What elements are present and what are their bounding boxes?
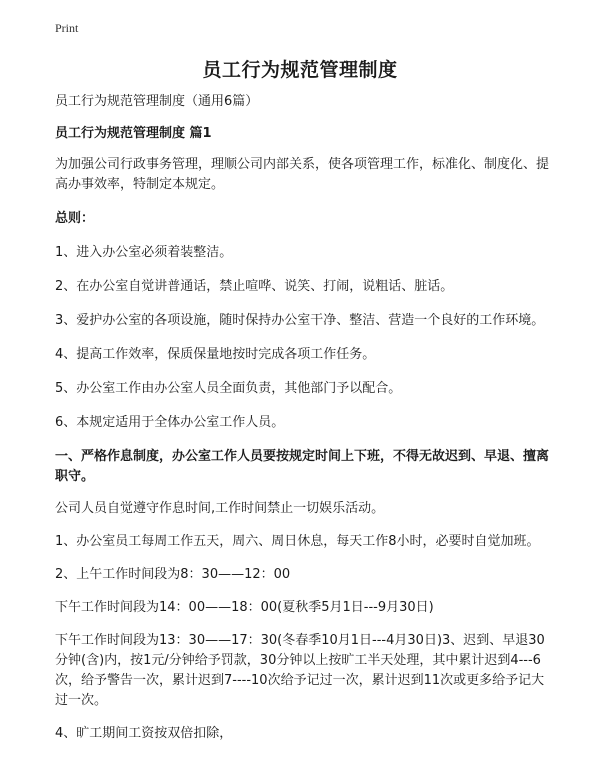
document-subtitle: 员工行为规范管理制度（通用6篇） xyxy=(55,94,259,109)
general-heading: 总则： xyxy=(55,211,95,226)
rule1-item: 下午工作时间段为13：30——17：30(冬春季10月1日---4月30日)3、迟到、早退30分钟(含)内，按1元/分钟给予罚款，30分钟以上按旷工半天处理，其中累计迟到4---6次，给予警告一次，累计迟到7----10次给予记过一次，累计迟到11次或更多给予记大过一次。 xyxy=(55,633,545,708)
document-body xyxy=(55,92,555,744)
general-item: 3、爱护办公室的各项设施，随时保持办公室干净、整洁、营造一个良好的工作环境。 xyxy=(55,313,545,328)
general-item: 2、在办公室自觉讲普通话，禁止喧哗、说笑、打闹，说粗话、脏话。 xyxy=(55,279,454,294)
general-item: 1、进入办公室必须着装整洁。 xyxy=(55,245,233,260)
rule1-item: 下午工作时间段为14：00——18：00(夏秋季5月1日---9月30日) xyxy=(55,600,434,615)
print-label: Print xyxy=(55,21,79,35)
document-title: 员工行为规范管理制度 xyxy=(202,59,398,81)
intro-paragraph: 为加强公司行政事务管理，理顺公司内部关系，使各项管理工作，标准化、制度化、提高办事效率，特制定本规定。 xyxy=(55,157,550,192)
rule1-item: 4、旷工期间工资按双倍扣除， xyxy=(55,726,233,741)
section-heading: 员工行为规范管理制度 篇1 xyxy=(55,126,212,141)
general-item: 5、办公室工作由办公室人员全面负责，其他部门予以配合。 xyxy=(55,381,402,396)
rule1-heading: 一、严格作息制度，办公室工作人员要按规定时间上下班，不得无故迟到、早退、擅离职守。 xyxy=(55,449,550,484)
rule1-intro: 公司人员自觉遵守作息时间,工作时间禁止一切娱乐活动。 xyxy=(55,501,385,516)
general-item: 6、本规定适用于全体办公室工作人员。 xyxy=(55,415,285,430)
rule1-item: 1、办公室员工每周工作五天，周六、周日休息，每天工作8小时，必要时自觉加班。 xyxy=(55,534,540,549)
rule1-item: 2、上午工作时间段为8：30——12：00 xyxy=(55,567,291,582)
general-item: 4、提高工作效率，保质保量地按时完成各项工作任务。 xyxy=(55,347,376,362)
